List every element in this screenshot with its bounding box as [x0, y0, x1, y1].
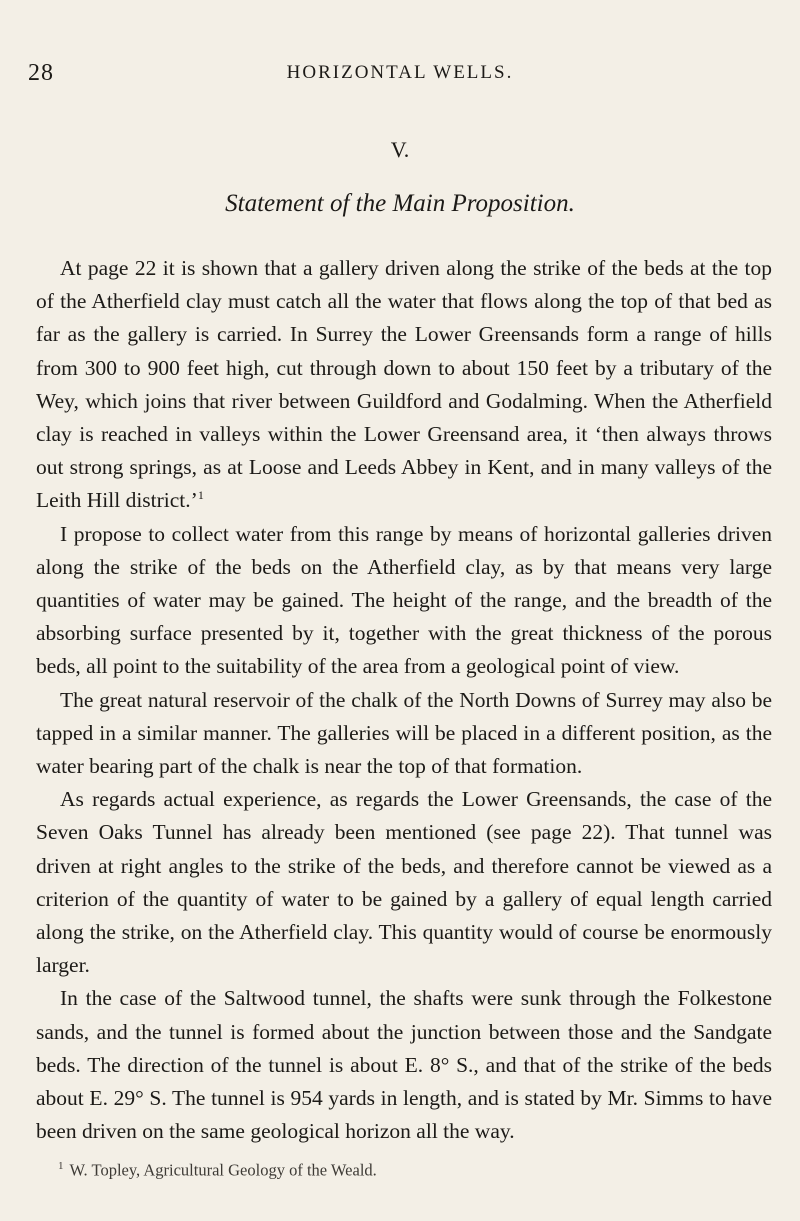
section-number: V.: [390, 137, 410, 162]
paragraph-text: At page 22 it is shown that a gallery driven along the strike of the beds at the top of the Atherfield clay must catch all the water that flows along the top of that bed as far as the gallery is carried. In Surrey the Lower Greensands form a range of hills from 300 to 900 feet high, cut through down to about 150 feet by a tributary of the Wey, which joins that river between Guildford and Godalming. When the Atherfield clay is reached in valleys within the Lower Greensand area, it ‘then always throws out strong springs, as at Loose and Leeds Abbey in Kent, and in many valleys of the Leith Hill district.’: [36, 256, 772, 513]
footnote-mark: 1: [58, 1160, 64, 1172]
running-title: HORIZONTAL WELLS.: [286, 62, 514, 83]
paragraph-1: [36, 252, 772, 518]
paragraph-4: As regards actual experience, as regards the Lower Greensands, the case of the Seven Oaks Tunnel has already been mentioned (see page 22). That tunnel was driven at right angles to the strike of the beds, and therefore cannot be viewed as a criterion of the quantity of water to be gained by a gallery of equal length carried along the strike, on the Atherfield clay. This quantity would of course be enormously larger.: [36, 787, 772, 978]
paragraph-3: The great natural reservoir of the chalk of the North Downs of Surrey may also be tapped in a similar manner. The galleries will be placed in a different position, as the water bearing part of the chalk is near the top of that formation.: [36, 687, 772, 779]
footnote: [58, 1160, 758, 1181]
paragraph-5: In the case of the Saltwood tunnel, the shafts were sunk through the Folkestone sands, and the tunnel is formed about the junction between those and the Sandgate beds. The direction of the tunnel is about E. 8° S., and that of the strike of the beds about E. 29° S. The tunnel is 954 yards in length, and is stated by Mr. Simms to have been driven on the same geological horizon all the way.: [36, 986, 772, 1144]
section-title: Statement of the Main Proposition.: [225, 190, 575, 217]
paragraph-2: I propose to collect water from this range by means of horizontal galleries driven along the strike of the beds on the Atherfield clay, as by that means very large quantities of water may be gained. The height of the range, and the breadth of the absorbing surface presented by it, together with the great thickness of the porous beds, all point to the suitability of the area from a geological point of view.: [36, 521, 772, 679]
footnote-text: W. Topley, Agricultural Geology of the Weald.: [69, 1160, 377, 1180]
page-number: 28: [28, 60, 54, 86]
body-text: [36, 252, 772, 1148]
footnote-reference: 1: [197, 488, 204, 503]
